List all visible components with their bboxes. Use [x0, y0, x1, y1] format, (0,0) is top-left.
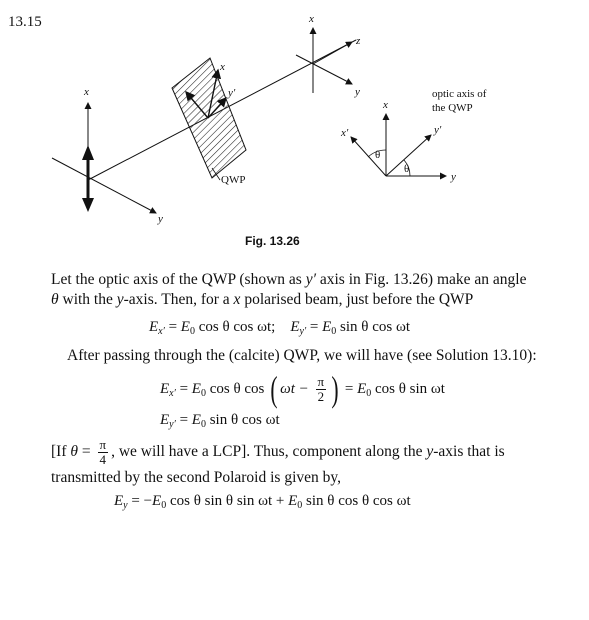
inset-theta-left: θ [375, 149, 381, 161]
inset-y-label: y [451, 171, 456, 183]
equation-3: $E_{y'} = E_0$ sin θ cos ωt [160, 412, 280, 430]
paragraph-2: After passing through the (calcite) QWP, we will have (see Solution 13.10): [67, 347, 537, 364]
right-y-label: y [355, 86, 360, 98]
qwp-x-label: x [220, 61, 225, 73]
equation-4: $E_y = -E_0$ cos θ sin θ $\sin \omega t + E_0$ sin θ cos θ cos ωt [114, 493, 411, 511]
paragraph-1-line-2: θ with the y-axis. Then, for a x polarised beam, just before the QWP [51, 291, 474, 308]
paragraph-3-line-1: [If θ = $\frac{\pi}{4}$ , we will have a LCP]. Thus, component along the y-axis that is [51, 437, 505, 467]
inset-yprime-label: y′ [434, 124, 442, 136]
inset-theta-right: θ [404, 163, 410, 175]
qwp-plate [172, 58, 246, 178]
right-y-axis [296, 55, 352, 84]
left-y-axis [52, 158, 156, 213]
figure-caption: Fig. 13.26 [245, 234, 300, 248]
problem-number: 13.15 [8, 14, 42, 30]
optic-axis-note-line2: the QWP [432, 102, 473, 114]
equation-1: $E_{x'} = E_0$ cos θ cos ωt; $E_{y'} = E_0$ sin θ cos ωt [149, 319, 411, 337]
right-z-axis [313, 42, 352, 64]
right-z-label: z [356, 35, 361, 47]
inset-x-label: x [383, 99, 388, 111]
left-y-label: y [158, 213, 163, 225]
left-x-label: x [84, 86, 89, 98]
figure-13-26 [0, 0, 589, 240]
pi-over-4-fraction: $\frac{\pi}{4}$ [99, 437, 107, 467]
optic-axis-note-line1: optic axis of [432, 88, 487, 100]
qwp-label: QWP [221, 174, 246, 186]
paragraph-3-line-2: transmitted by the second Polaroid is given by, [51, 469, 342, 486]
pi-over-2-fraction: $\frac{\pi}{2}$ [317, 374, 325, 405]
qwp-yprime-label: y′ [228, 87, 236, 99]
right-x-label: x [309, 13, 314, 25]
equation-2: $E_{x'} = E_0$ cos θ cos ( ωt − $\frac{\pi}{2}$ ) = $E_0$ cos θ sin ωt [160, 369, 445, 409]
polarization-arrow-down-head [82, 198, 94, 212]
inset-xprime-label: x′ [341, 127, 349, 139]
paragraph-1-line-1: Let the optic axis of the QWP (shown as y′ axis in Fig. 13.26) make an angle [51, 271, 527, 288]
polarization-arrow-up-head [82, 145, 94, 160]
